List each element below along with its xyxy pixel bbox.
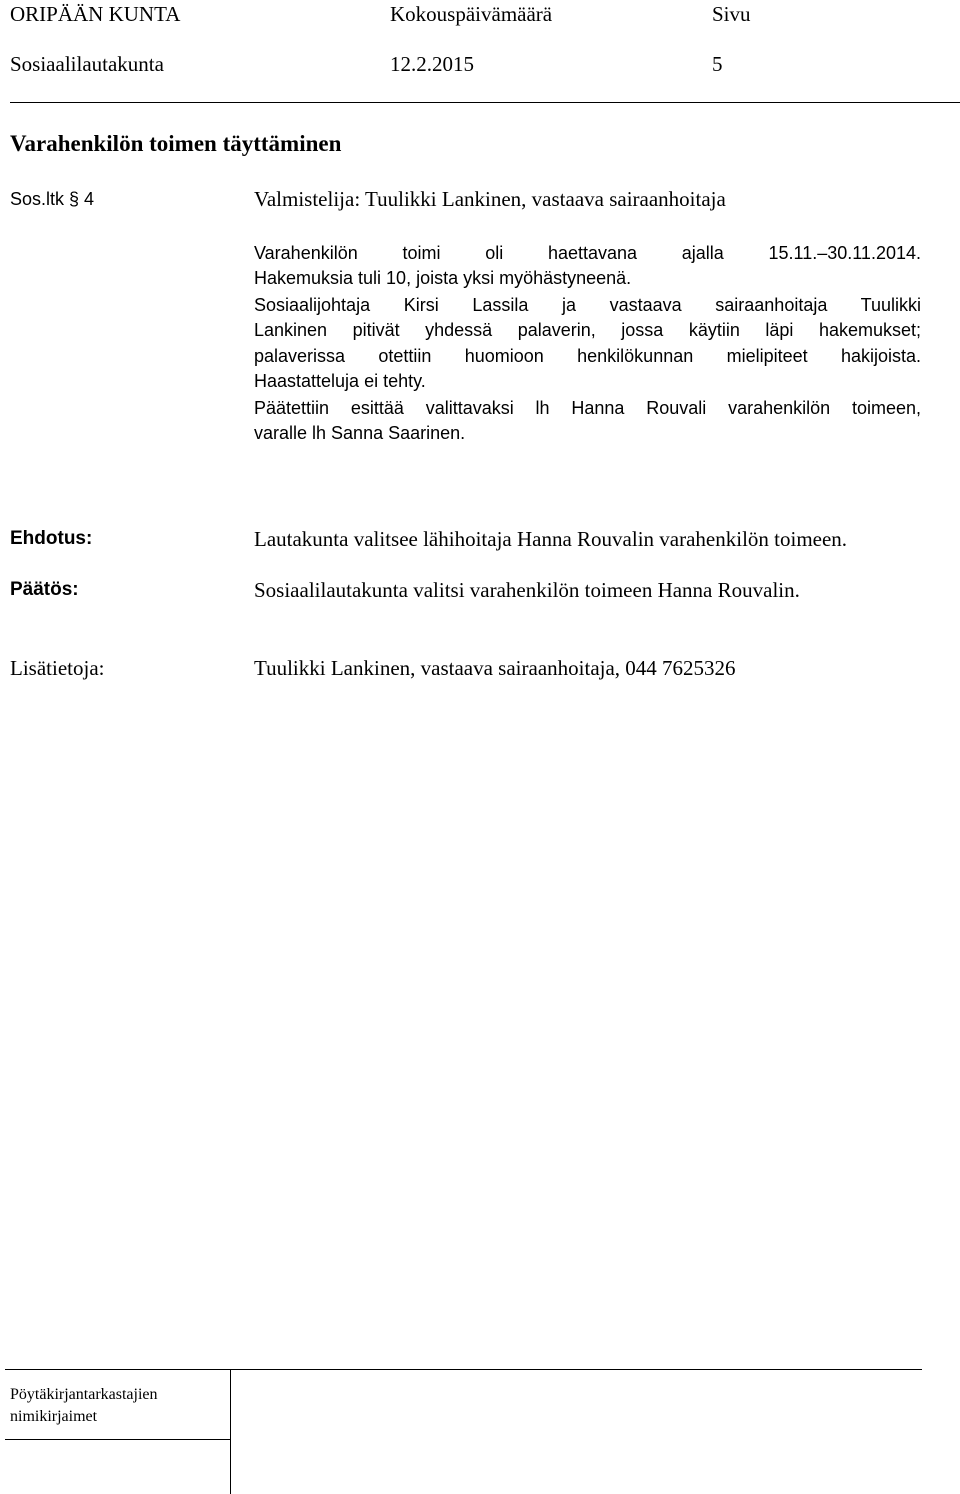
page-number: 5 xyxy=(712,52,723,76)
footer-divider xyxy=(230,1369,231,1494)
footer-top-border xyxy=(5,1369,922,1370)
body-line-2: Hakemuksia tuli 10, joista yksi myöhästyneenä. xyxy=(254,268,632,288)
info-label: Lisätietoja: xyxy=(10,656,105,680)
section-reference: Sos.ltk § 4 xyxy=(10,189,95,209)
paragraph-2-line-2: varalle lh Sanna Saarinen. xyxy=(254,423,466,443)
page-label: Sivu xyxy=(712,2,751,26)
municipality-name: ORIPÄÄN KUNTA xyxy=(10,2,181,26)
paragraph-2-line-1: Päätettiin esittää valittavaksi lh Hanna Rouvali varahenkilön toimeen, xyxy=(254,398,921,418)
footer-label-line-1: Pöytäkirjantarkastajien xyxy=(10,1386,158,1403)
board-name: Sosiaalilautakunta xyxy=(10,52,164,76)
paragraph-1-line-1: Sosiaalijohtaja Kirsi Lassila ja vastaava sairaanhoitaja Tuulikki xyxy=(254,295,921,315)
paragraph-1-line-2: Lankinen pitivät yhdessä palaverin, jossa käytiin läpi hakemukset; xyxy=(254,320,921,340)
paragraph-1-line-4: Haastatteluja ei tehty. xyxy=(254,371,426,391)
footer-label-line-2: nimikirjaimet xyxy=(10,1408,98,1425)
proposal-text: Lautakunta valitsee lähihoitaja Hanna Rouvalin varahenkilön toimeen. xyxy=(254,527,848,551)
preparer: Valmistelija: Tuulikki Lankinen, vastaava sairaanhoitaja xyxy=(254,187,726,211)
decision-label: Päätös: xyxy=(10,579,79,600)
paragraph-1-line-3: palaverissa otettiin huomioon henkilökunnan mielipiteet hakijoista. xyxy=(254,346,921,366)
proposal-label: Ehdotus: xyxy=(10,528,93,549)
footer-bottom-border xyxy=(5,1439,231,1440)
info-text: Tuulikki Lankinen, vastaava sairaanhoitaja, 044 7625326 xyxy=(254,656,736,680)
document-title: Varahenkilön toimen täyttäminen xyxy=(10,131,342,156)
header-divider xyxy=(10,102,960,103)
meeting-date: 12.2.2015 xyxy=(390,52,474,76)
decision-text: Sosiaalilautakunta valitsi varahenkilön toimeen Hanna Rouvalin. xyxy=(254,578,800,602)
body-line-1: Varahenkilön toimi oli haettavana ajalla 15.11.–30.11.2014. xyxy=(254,243,921,263)
meeting-date-label: Kokouspäivämäärä xyxy=(390,2,553,26)
